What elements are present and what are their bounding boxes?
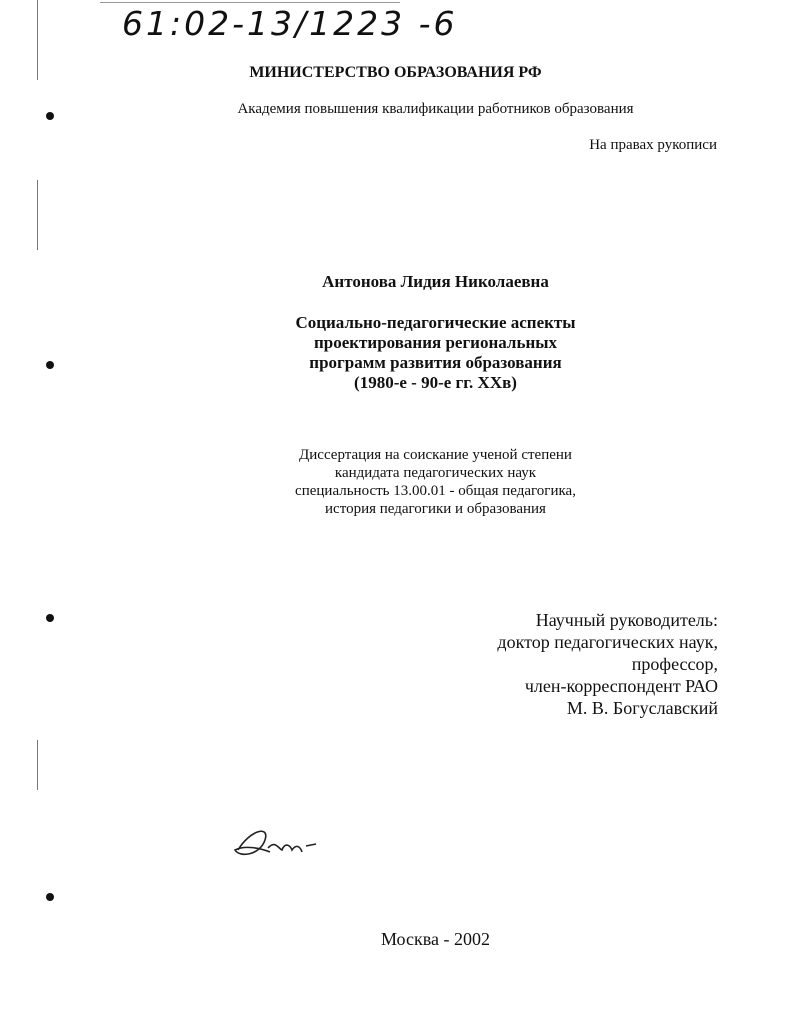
- manuscript-note: На правах рукописи: [589, 137, 717, 153]
- scan-margin-line: [37, 180, 38, 250]
- signature: [230, 820, 320, 865]
- advisor-line: Научный руководитель:: [535, 610, 718, 630]
- title-line: программ развития образования: [309, 353, 562, 372]
- ministry: МИНИСТЕРСТВО ОБРАЗОВАНИЯ РФ: [249, 64, 542, 81]
- binding-hole: [46, 614, 54, 622]
- degree-line: Диссертация на соискание ученой степени: [299, 447, 572, 463]
- advisor-block: [497, 609, 718, 719]
- title-line: (1980-е - 90-е гг. XXв): [354, 373, 517, 392]
- archive-number: 61:02-13/1223 -6: [122, 4, 458, 43]
- scan-margin-line: [37, 740, 38, 790]
- dissertation-title: [40, 313, 791, 393]
- advisor-line: М. В. Богуславский: [566, 698, 718, 718]
- degree-info: [40, 446, 791, 518]
- degree-line: специальность 13.00.01 - общая педагогика,: [295, 483, 576, 499]
- degree-line: история педагогики и образования: [325, 501, 546, 517]
- scan-edge-line: [100, 2, 400, 3]
- city-year: Москва - 2002: [381, 929, 490, 949]
- advisor-line: член-корреспондент РАО: [524, 676, 718, 696]
- advisor-line: доктор педагогических наук,: [497, 632, 718, 652]
- advisor-line: профессор,: [631, 654, 718, 674]
- degree-line: кандидата педагогических наук: [334, 465, 537, 481]
- title-line: проектирования региональных: [313, 333, 558, 352]
- author: Антонова Лидия Николаевна: [322, 272, 549, 291]
- binding-hole: [46, 893, 54, 901]
- title-line: Социально-педагогические аспекты: [295, 313, 576, 332]
- academy: Академия повышения квалификации работников образования: [237, 101, 634, 117]
